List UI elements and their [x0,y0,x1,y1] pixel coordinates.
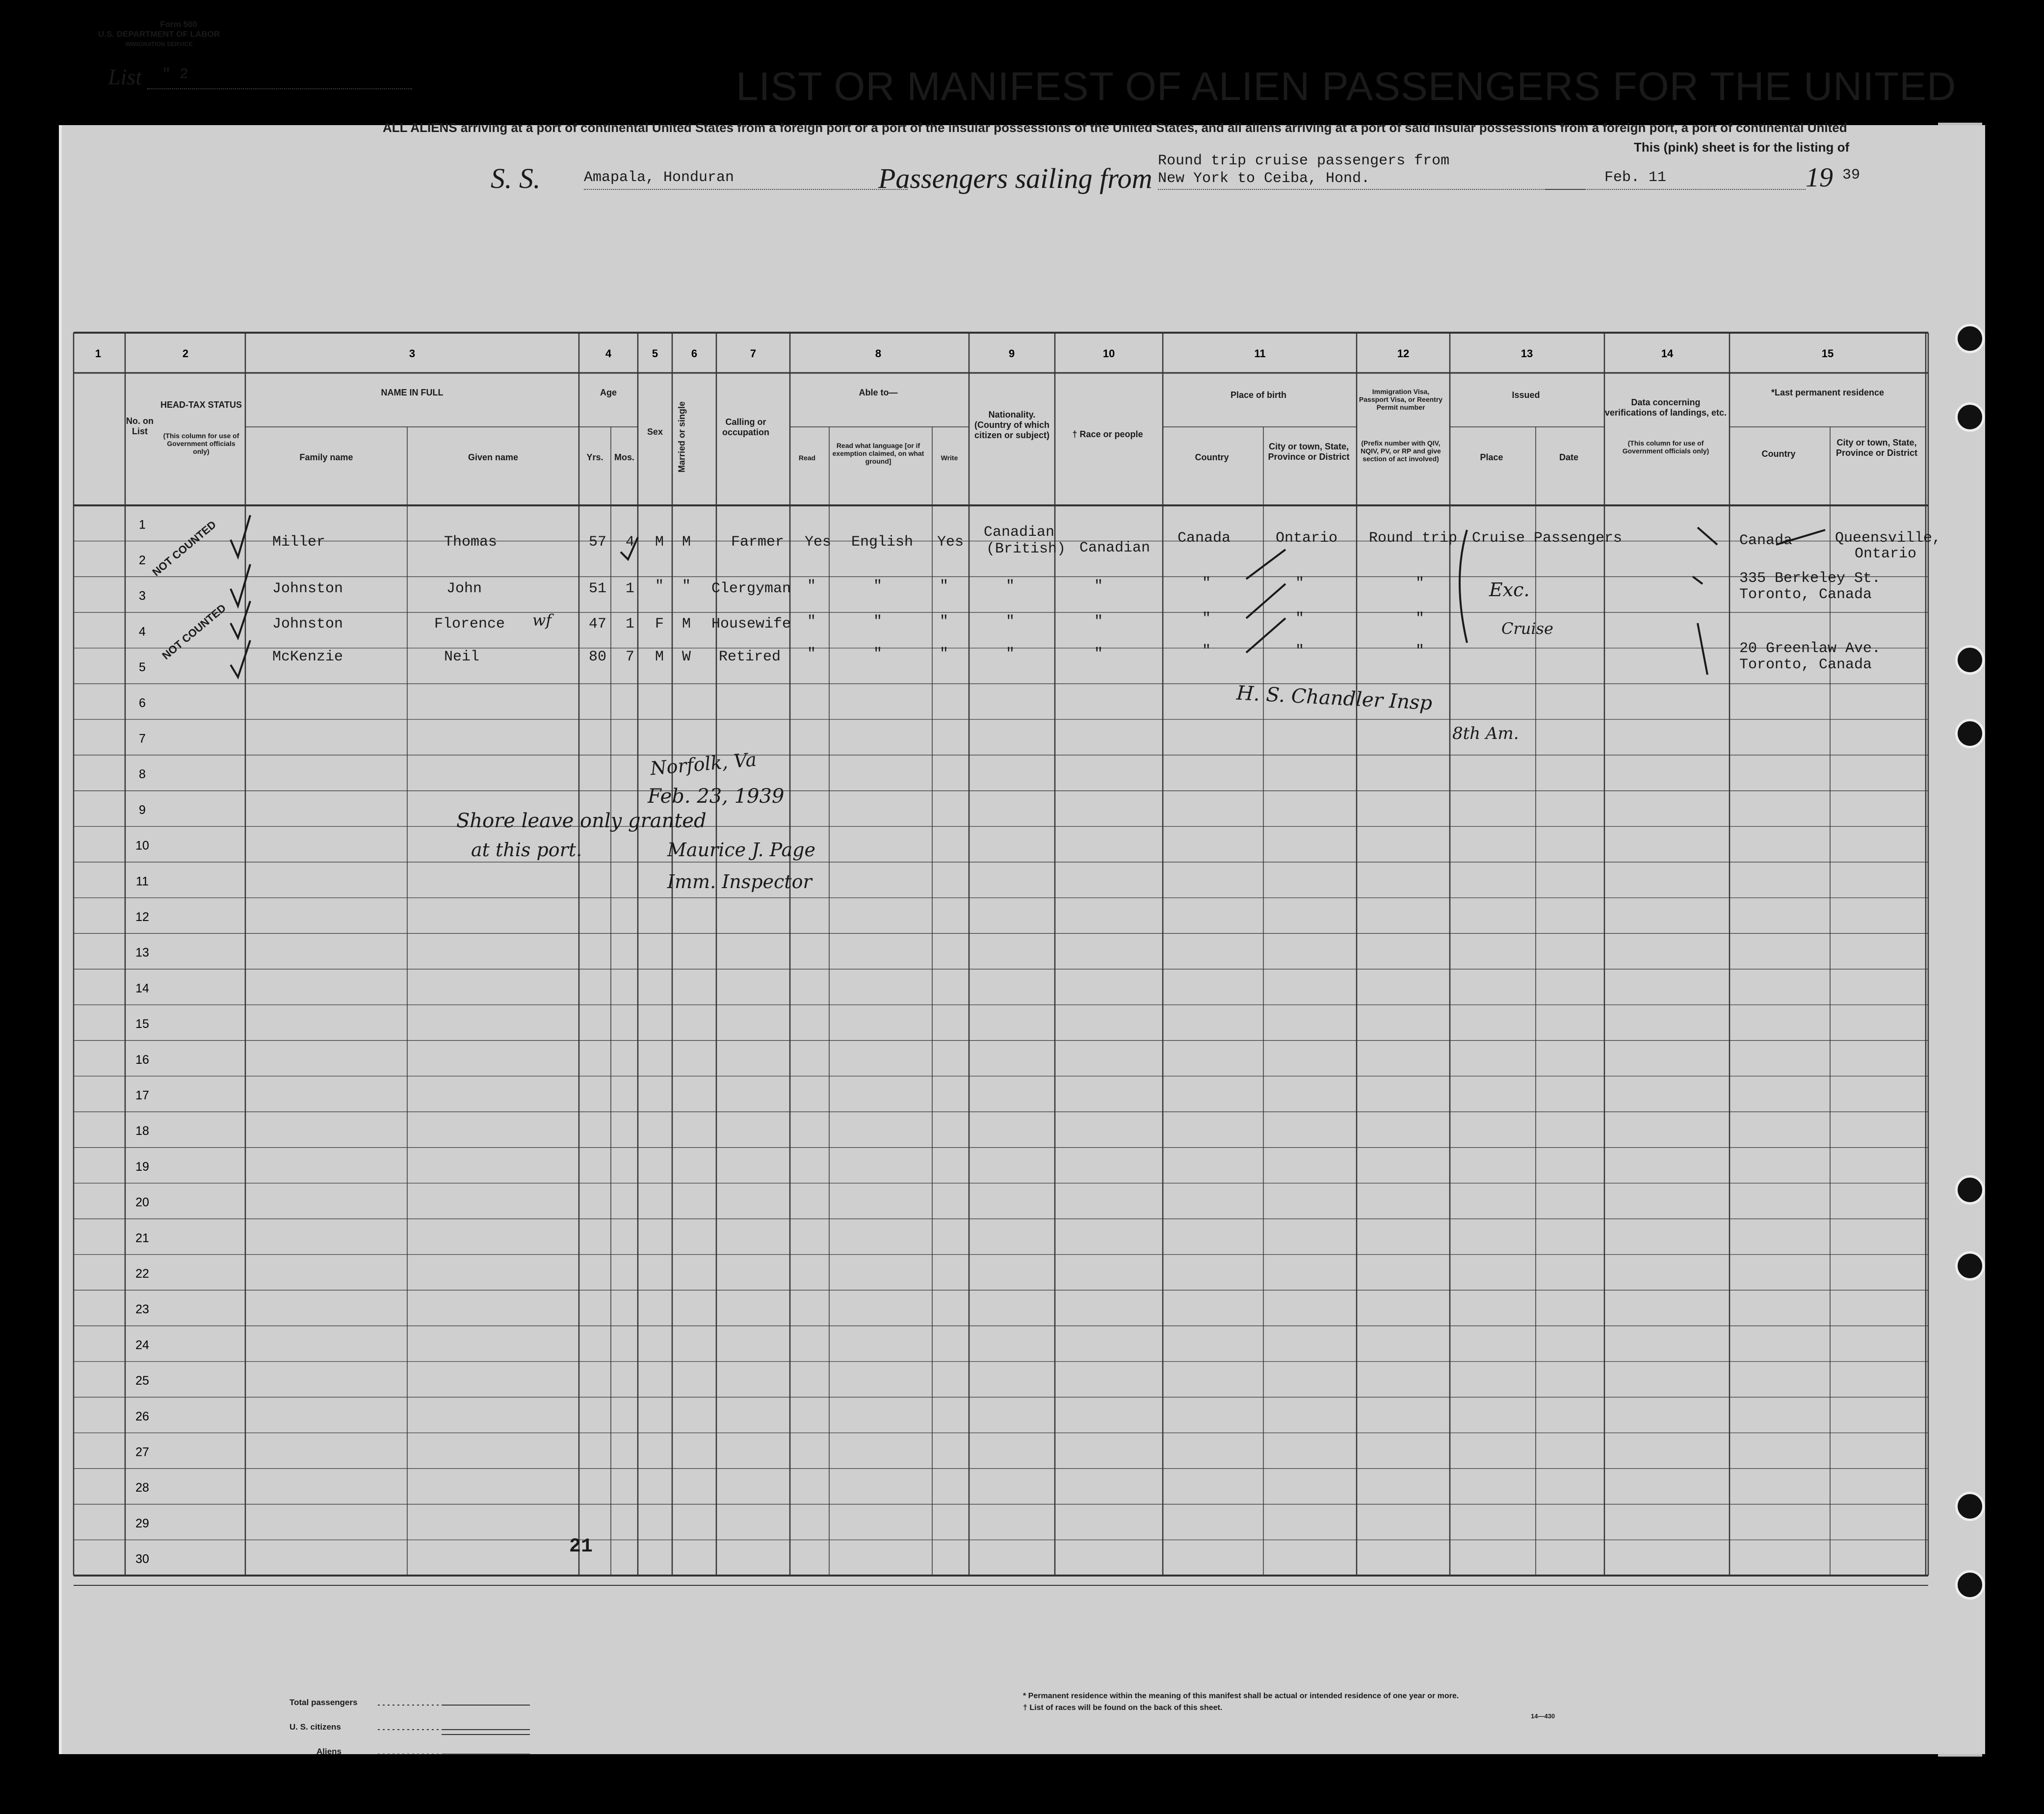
p3-family: Johnston [272,616,343,632]
header-head-tax: HEAD-TAX STATUS [160,400,242,410]
binder-hole [1955,1570,1985,1600]
p1-res-city: Queensville, [1835,530,1941,547]
p3-visa: " [1415,610,1425,627]
column-number: 5 [652,347,658,360]
ss-label: S. S. [491,162,541,194]
list-number: " 2 [162,66,189,83]
row-number: 21 [135,1231,149,1245]
p4-res-line-1: 20 Greenlaw Ave. [1739,640,1881,657]
list-label: List [108,64,142,89]
port-date: Feb. 23, 1939 [648,785,785,808]
route-line-2: New York to Ceiba, Hond. [1158,170,1370,187]
binder-hole [1955,719,1985,748]
p1-race: Canadian [1079,540,1151,556]
shore-leave-line-1: Shore leave only granted [456,810,707,832]
footer-note-2: † List of races will be found on the back of this sheet. [1023,1704,1223,1712]
header-nationality: Nationality. (Country of which citizen or subject) [974,410,1050,440]
p2-yrs: 51 [589,580,607,597]
row-number: 7 [139,732,146,746]
count-mark: 21 [569,1536,593,1558]
header-issued-place: Place [1480,452,1503,462]
p1-birth-country: Canada [1178,530,1231,547]
p2-language: " [873,578,883,595]
footer-note-1: * Permanent residence within the meaning of this manifest shall be actual or intended residence of one year or more. [1023,1692,1459,1700]
row-number: 27 [135,1445,149,1459]
p1-read: Yes [805,534,832,551]
binder-hole [1955,645,1985,675]
row-number: 25 [135,1374,149,1388]
row-number: 12 [135,910,149,924]
officer-title: Imm. Inspector [667,871,812,893]
p2-visa: " [1415,575,1425,592]
column-number: 8 [875,347,882,360]
p4-nationality: " [1006,646,1015,662]
subtitle: ALL ALIENS arriving at a port of continental United States from a foreign port or a port of the insular possessions of the United States, and all aliens arriving at a port of said insular possessions from a foreign port, a port of continental United [383,120,1847,135]
inspector-signature: H. S. Chandler Insp [1236,682,1433,715]
p3-race: " [1094,613,1103,630]
not-counted-stamp-2: NOT COUNTED [159,602,229,662]
p3-write: " [940,613,949,630]
p3-nationality: " [1006,613,1015,630]
footer-total-label: Total passengers [289,1698,358,1707]
header-issued: Issued [1512,390,1540,400]
p3-birth-city: " [1295,610,1305,627]
row-number: 17 [135,1088,149,1103]
p2-res-line-1: 335 Berkeley St. [1739,570,1881,587]
header-res-city: City or town, State, Province or District [1835,438,1918,458]
year-suffix: 39 [1842,167,1861,184]
footer-form-code: 14—430 [1531,1712,1555,1720]
row-number: 2 [139,553,146,567]
p4-res-line-2: Toronto, Canada [1739,657,1872,673]
column-number: 2 [182,347,189,360]
row-number: 13 [135,946,149,960]
p3-marital: M [682,616,691,632]
p1-visa: Round trip [1369,530,1458,547]
p1-res-country: Canada [1739,532,1793,549]
p3-birth-country: " [1202,610,1211,627]
row-number: 15 [135,1017,149,1031]
column-number: 14 [1661,347,1674,360]
p1-sex: M [655,534,664,551]
column-number: 10 [1102,347,1115,360]
header-age: Age [600,388,617,397]
p1-language: English [851,534,914,551]
header-name-in-full: NAME IN FULL [381,388,444,397]
row-number: 28 [135,1481,149,1495]
binder-hole [1955,1492,1985,1521]
row-number: 11 [136,874,149,889]
column-number: 13 [1520,347,1533,360]
p2-nationality: " [1006,578,1015,595]
header-issued-date: Date [1559,452,1578,462]
header-no-on-list: No. on List [126,416,154,436]
header-res-country: Country [1761,449,1796,459]
p1-write: Yes [937,534,964,551]
header-visa-note: (Prefix number with QIV, NQIV, PV, or RP and give section of act involved) [1361,439,1441,463]
header-head-tax-note: (This column for use of Government officials only) [163,432,239,455]
p4-yrs: 80 [589,649,607,665]
row-number: 8 [139,767,146,782]
p2-mos: 1 [626,580,635,597]
p2-sex: " [655,578,664,595]
header-given-name: Given name [468,452,519,462]
column-number: 15 [1821,347,1834,360]
header-write: Write [941,454,958,462]
p3-given: Florence [434,616,505,632]
header-calling: Calling or occupation [722,417,769,437]
p1-res-city-2: Ontario [1855,546,1917,562]
officer-signature: Maurice J. Page [667,839,815,861]
p1-mos: 4 [626,534,635,551]
p2-occupation: Clergyman [711,580,791,597]
header-sex: Sex [647,427,663,437]
row-number: 20 [135,1195,149,1209]
column-number: 9 [1008,347,1015,360]
row-number: 30 [135,1552,149,1566]
bracket-note-2: Cruise [1501,619,1553,638]
column-number: 6 [691,347,698,360]
header-place-of-birth: Place of birth [1230,390,1287,400]
sailing-label: Passengers sailing from [878,162,1153,194]
p1-occupation: Farmer [731,534,785,551]
row-number: 14 [135,981,149,996]
row-number: 3 [139,589,146,603]
ship-name: Amapala, Honduran [584,169,734,186]
p4-mos: 7 [626,649,635,665]
bracket-note-1: Exc. [1489,579,1530,601]
header-read-language: Read what language [or if exemption claimed, on what ground] [832,442,924,465]
binder-hole [1955,324,1985,353]
pink-sheet-note: This (pink) sheet is for the listing of [1634,140,1850,155]
column-number: 1 [95,347,102,360]
p3-read: " [807,613,816,630]
p1-issued: Cruise Passengers [1472,530,1623,547]
row-number: 5 [139,660,146,675]
binder-hole [1955,1251,1985,1281]
p2-birth-city: " [1295,575,1305,592]
department-name: U.S. DEPARTMENT OF LABOR [98,29,220,39]
p3-language: " [873,613,883,630]
p2-given: John [446,580,482,597]
row-number: 16 [135,1052,149,1067]
header-data-concerning: Data concerning verifications of landings, etc. [1604,397,1727,418]
p1-birth-city: Ontario [1276,530,1338,547]
p4-given: Neil [444,649,480,665]
port-location: Norfolk, Va [649,748,758,780]
p2-birth-country: " [1202,575,1211,592]
p2-family: Johnston [272,580,343,597]
service-name: IMMIGRATION SERVICE [125,41,193,48]
column-number: 11 [1254,347,1266,360]
page-title: LIST OR MANIFEST OF ALIEN PASSENGERS FOR THE UNITED [736,64,1957,109]
p1-yrs: 57 [589,534,607,551]
p4-family: McKenzie [272,649,343,665]
p3-mos: 1 [626,616,635,632]
row-number: 24 [135,1338,149,1352]
p1-nationality-2: (British) [986,541,1066,557]
header-birth-city: City or town, State, Province or District [1268,442,1350,462]
row-number: 22 [135,1266,149,1281]
p3-yrs: 47 [589,616,607,632]
header-yrs: Yrs. [586,452,603,462]
header-visa: Immigration Visa, Passport Visa, or Reentry Permit number [1359,388,1443,411]
binder-hole [1955,402,1985,432]
header-data-note: (This column for use of Government officials only) [1622,439,1709,455]
header-family-name: Family name [299,452,353,462]
header-birth-country: Country [1195,452,1229,462]
p4-write: " [940,646,949,662]
header-mos: Mos. [614,452,634,462]
p4-language: " [873,646,883,662]
p2-write: " [940,578,949,595]
header-married: Married or single [677,401,687,473]
header-race: † Race or people [1072,429,1143,439]
p4-read: " [807,646,816,662]
form-number: Form 500 [160,20,197,29]
row-number: 26 [135,1409,149,1423]
row-number: 18 [135,1124,149,1138]
row-number: 9 [139,803,146,817]
p4-sex: M [655,649,664,665]
footer-aliens-label: Aliens [316,1747,342,1756]
p4-race: " [1094,646,1103,662]
p1-given: Thomas [444,534,498,551]
header-last-residence: *Last permanent residence [1771,388,1885,397]
binder-hole [1955,1175,1985,1205]
p4-marital: W [682,649,691,665]
row-number: 6 [139,696,146,710]
p1-nationality: Canadian [984,524,1055,541]
shore-leave-line-2: at this port. [471,839,582,861]
p4-birth-country: " [1202,643,1211,659]
p4-occupation: Retired [719,649,781,665]
year-prefix: 19 [1806,162,1833,193]
wife-note: wf [532,611,552,630]
row-number: 23 [135,1302,149,1316]
header-read: Read [798,454,816,462]
p2-marital: " [682,578,691,595]
row-number: 4 [139,625,146,639]
p3-occupation: Housewife [711,616,791,632]
sailing-date: Feb. 11 [1604,169,1667,186]
column-number: 12 [1397,347,1410,360]
route-line-1: Round trip cruise passengers from [1158,153,1450,169]
p1-family: Miller [272,534,326,551]
footer-citizens-label: U. S. citizens [289,1722,341,1732]
header-able-to: Able to— [859,388,898,397]
row-number: 19 [135,1159,149,1174]
p3-sex: F [655,616,664,632]
p4-visa: " [1415,643,1425,659]
row-number: 1 [139,518,146,532]
column-number: 3 [409,347,416,360]
row-number: 10 [135,839,149,853]
p4-birth-city: " [1295,643,1305,659]
p2-read: " [807,578,816,595]
not-counted-stamp-1: NOT COUNTED [150,518,219,579]
inspector-division: 8th Am. [1452,724,1519,743]
column-number: 4 [605,347,612,360]
column-number: 7 [750,347,757,360]
row-number: 29 [135,1516,149,1530]
p1-marital: M [682,534,691,551]
p2-race: " [1094,578,1103,595]
p2-res-line-2: Toronto, Canada [1739,586,1872,603]
